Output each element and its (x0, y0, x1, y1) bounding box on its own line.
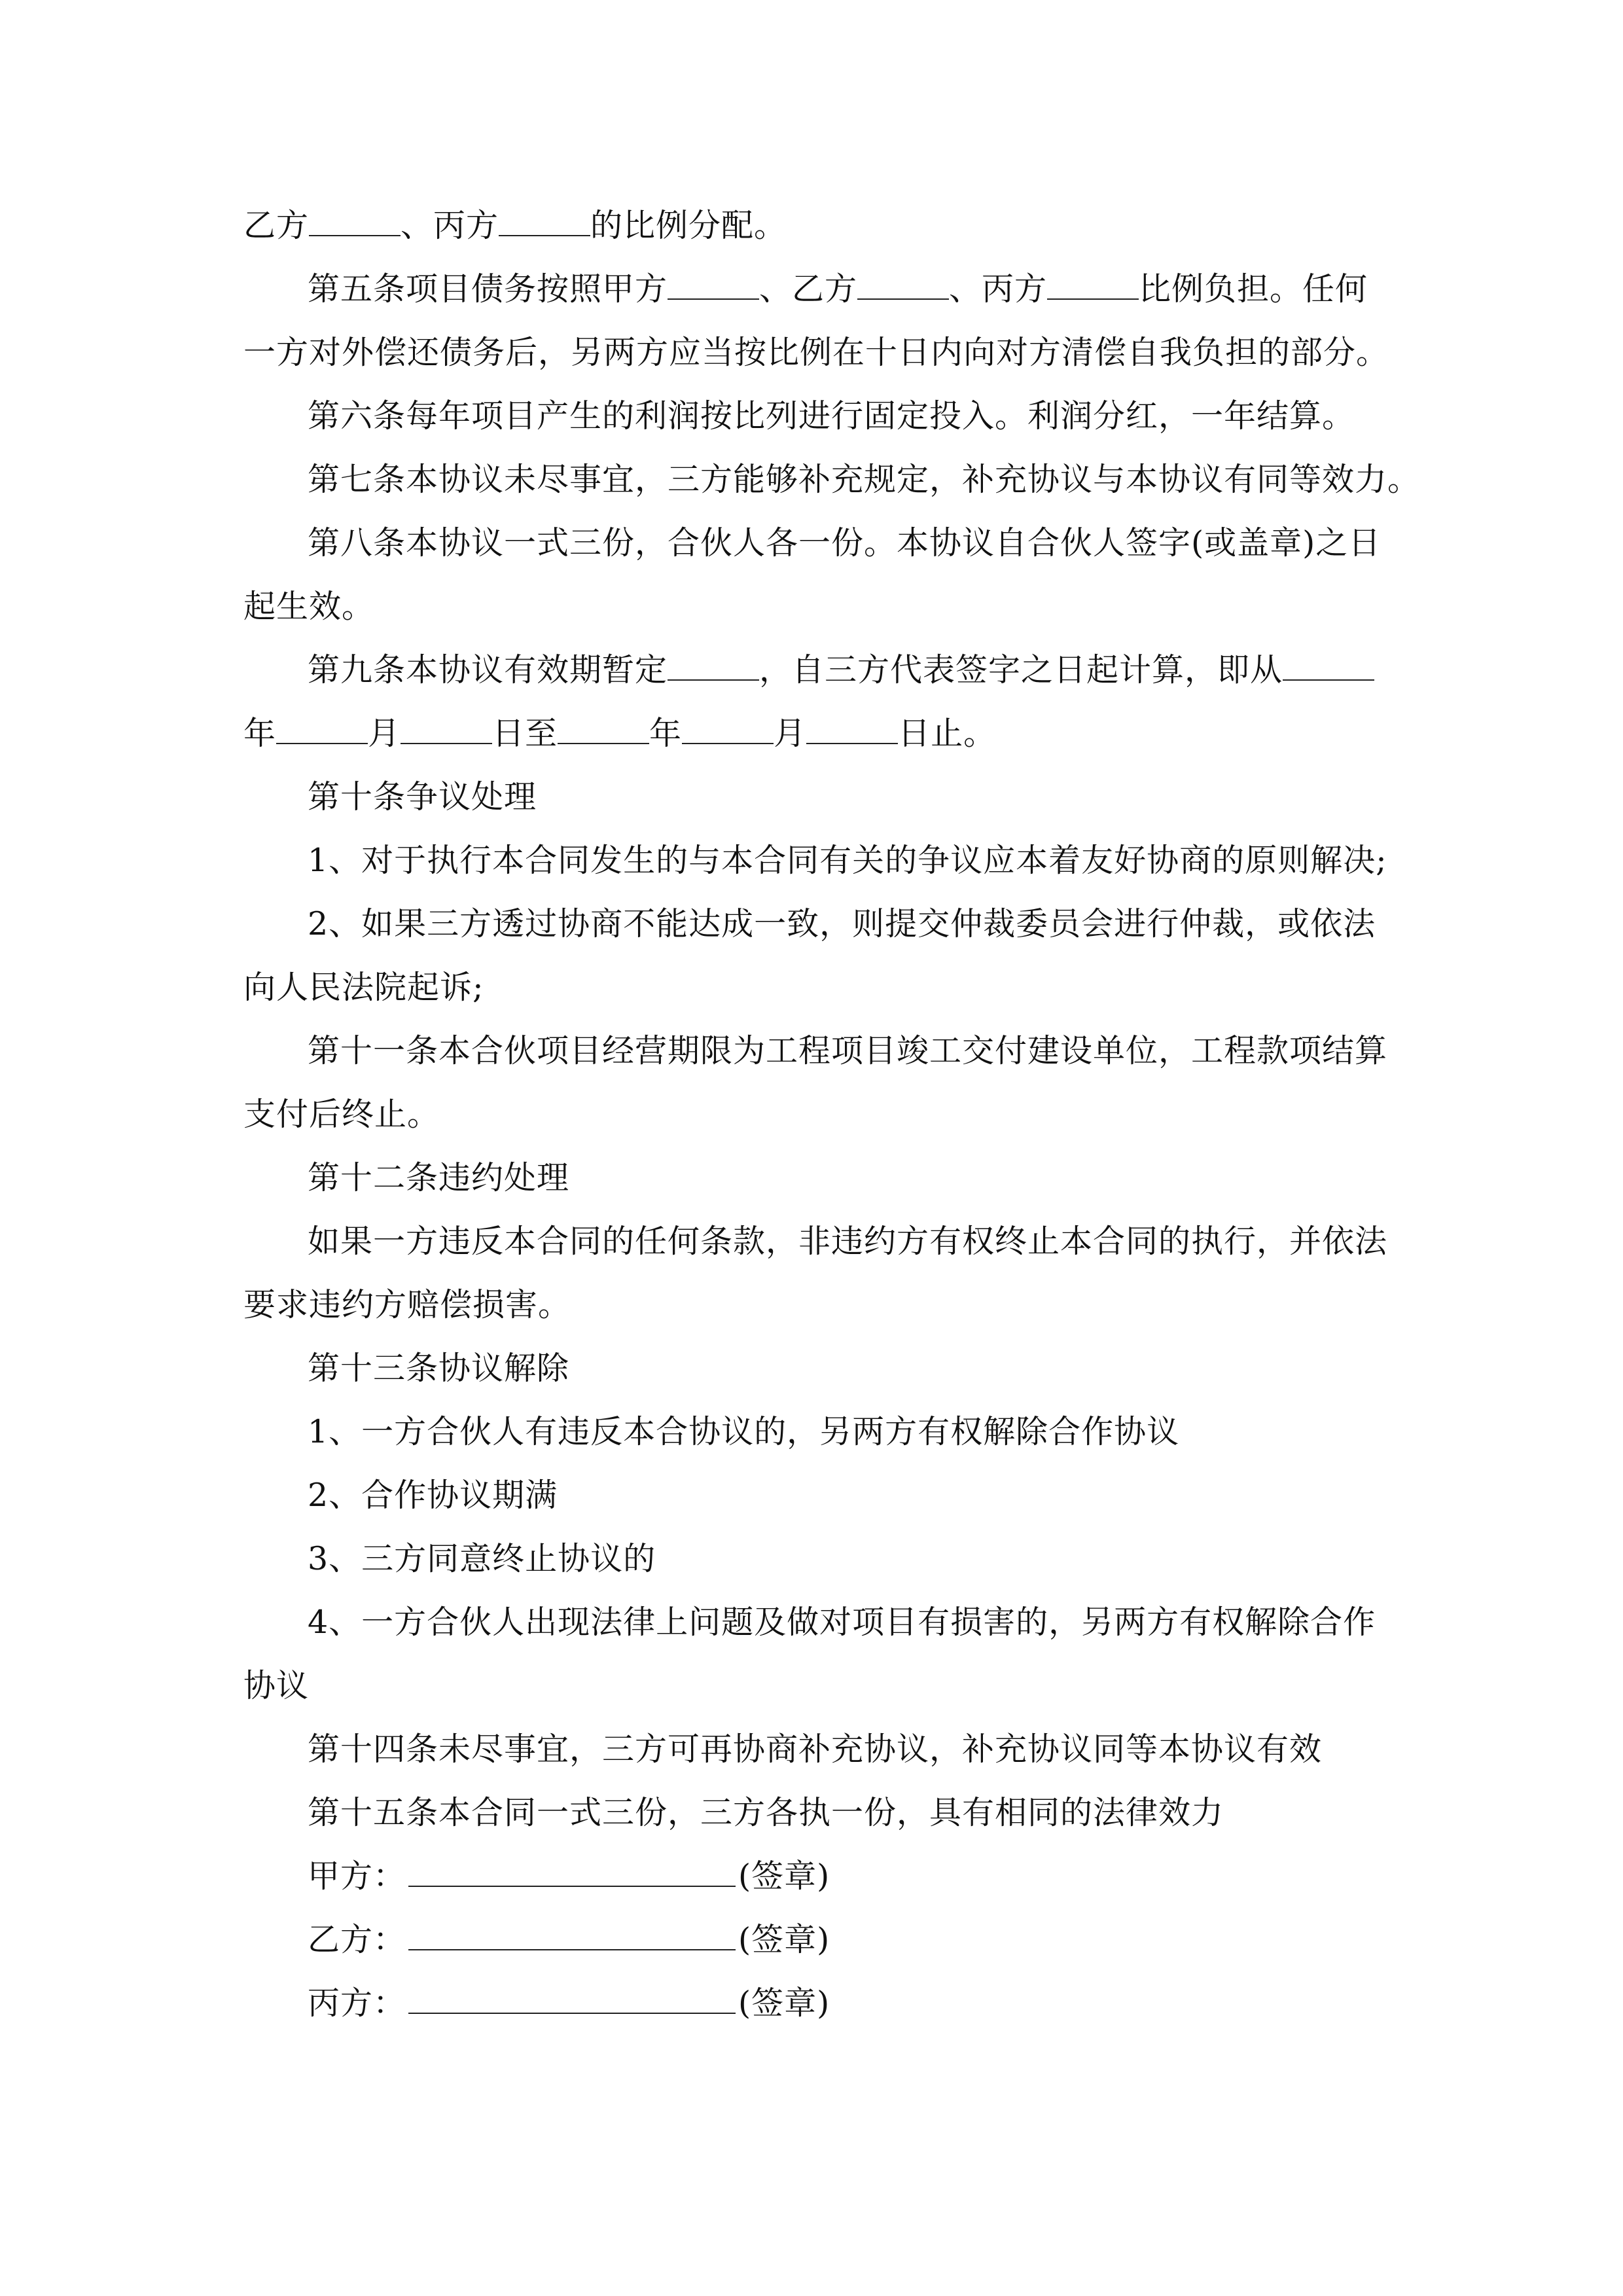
article-10-item-2-line-1: 2、如果三方透过协商不能达成一致，则提交仲裁委员会进行仲裁，或依法 (308, 905, 1376, 942)
article-13-title: 第十三条协议解除 (308, 1350, 570, 1387)
text: 年 (649, 715, 683, 752)
article-9-line-2 (243, 702, 1382, 765)
text: 月 (774, 715, 807, 752)
blank-field (401, 717, 492, 744)
signature-party-label: 甲方： (308, 1857, 406, 1895)
blank-field (558, 717, 649, 744)
blank-field (1283, 653, 1374, 681)
article-12-line-1: 如果一方违反本合同的任何条款，非违约方有权终止本合同的执行，并依法 (308, 1223, 1388, 1260)
article-10-item-1: 1、对于执行本合同发生的与本合同有关的争议应本着友好协商的原则解决; (308, 842, 1387, 879)
article-11-line-1: 第十一条本合伙项目经营期限为工程项目竣工交付建设单位，工程款项结算 (308, 1032, 1388, 1069)
article-10-title: 第十条争议处理 (308, 778, 537, 816)
article-10-item-2-line-2: 向人民法院起诉; (243, 969, 484, 1006)
article-8-line-1: 第八条本协议一式三份，合伙人各一份。本协议自合伙人签字(或盖章)之日 (308, 524, 1382, 562)
blank-field (682, 717, 774, 744)
article-5-line-2: 一方对外偿还债务后，另两方应当按比例在十日内向对方清偿自我负担的部分。 (243, 334, 1389, 371)
text: 、丙方 (401, 207, 499, 244)
article-14: 第十四条未尽事宜，三方可再协商补充协议，补充协议同等本协议有效 (308, 1731, 1323, 1768)
text: 第九条本协议有效期暂定 (308, 651, 668, 689)
article-11-line-2: 支付后终止。 (243, 1096, 440, 1133)
signature-note: (签章) (738, 1921, 830, 1958)
article-8-line-2: 起生效。 (243, 588, 375, 625)
signature-party-label: 乙方： (308, 1921, 406, 1958)
article-13-item-3: 3、三方同意终止协议的 (308, 1540, 656, 1577)
blank-field (806, 717, 898, 744)
article-15: 第十五条本合同一式三份，三方各执一份，具有相同的法律效力 (308, 1794, 1224, 1831)
blank-field (857, 272, 949, 300)
article-13-item-1: 1、一方合伙人有违反本合协议的，另两方有权解除合作协议 (308, 1413, 1180, 1450)
article-13-item-4-line-1: 4、一方合伙人出现法律上问题及做对项目有损害的，另两方有权解除合作 (308, 1604, 1376, 1641)
text: ，自三方代表签字之日起计算，即从 (759, 651, 1283, 689)
article-7: 第七条本协议未尽事宜，三方能够补充规定，补充协议与本协议有同等效力。 (308, 461, 1421, 498)
signature-party-c (243, 1971, 1382, 2035)
signature-field (408, 1986, 736, 2014)
article-12-line-2: 要求违约方赔偿损害。 (243, 1286, 571, 1323)
paragraph-distribution-continued (243, 194, 1382, 257)
signature-field (408, 1923, 736, 1950)
article-5-line-1 (243, 257, 1382, 321)
article-9-line-1 (243, 638, 1382, 702)
blank-field (276, 717, 368, 744)
text: 、丙方 (949, 270, 1048, 308)
signature-field (408, 1859, 736, 1887)
document-body (243, 194, 1421, 2035)
signature-party-b (243, 1908, 1382, 1971)
article-12-title: 第十二条违约处理 (308, 1159, 570, 1196)
text: 的比例分配。 (590, 207, 787, 244)
signature-party-a (243, 1844, 1382, 1908)
text: 年 (243, 715, 277, 752)
text: 第五条项目债务按照甲方 (308, 270, 668, 308)
text: 比例负担。任何 (1139, 270, 1368, 308)
blank-field (1047, 272, 1139, 300)
text: 乙方 (243, 207, 310, 244)
text: 日止。 (898, 715, 997, 752)
text: 月 (368, 715, 401, 752)
article-13-item-2: 2、合作协议期满 (308, 1477, 558, 1514)
text: 、乙方 (759, 270, 858, 308)
signature-party-label: 丙方： (308, 1984, 406, 2022)
signature-note: (签章) (738, 1984, 830, 2022)
blank-field (309, 209, 401, 236)
signature-note: (签章) (738, 1857, 830, 1895)
blank-field (668, 653, 759, 681)
article-6: 第六条每年项目产生的利润按比列进行固定投入。利润分红，一年结算。 (308, 397, 1355, 435)
article-13-item-4-line-2: 协议 (243, 1667, 310, 1704)
text: 日至 (492, 715, 558, 752)
blank-field (668, 272, 759, 300)
blank-field (499, 209, 590, 236)
